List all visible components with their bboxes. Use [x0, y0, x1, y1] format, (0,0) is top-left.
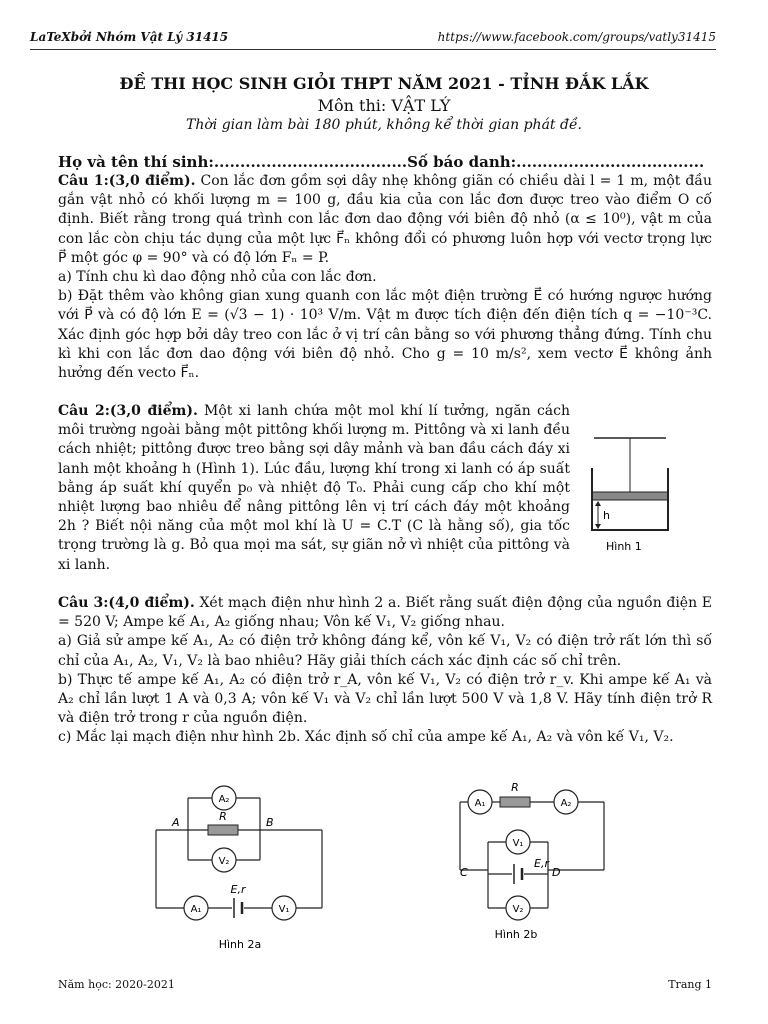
header-url[interactable]: https://www.facebook.com/groups/vatly31415 [437, 30, 716, 44]
resistor-r [500, 797, 530, 807]
node-d-label: D [552, 866, 561, 879]
q3-head: Câu 3:(4,0 điểm). [58, 595, 195, 611]
figure-2b-caption: Hình 2b [494, 928, 538, 941]
node-b-label: B [266, 816, 274, 829]
q2-head: Câu 2:(3,0 điểm). [58, 403, 198, 419]
a1-label: A₁ [190, 904, 202, 915]
q2-text: Một xi lanh chứa một mol khí lí tưởng, ngăn cách môi trường ngoài bằng một pittông khối lượng m. Pittông và xi lanh đều cách nhiệt; pittông được treo bằng sợi dây mảnh và ban đầu cách đáy xi lanh một khoảng h (Hình 1). Lúc đầu, lượng khí trong xi lanh có áp suất bằng áp suất khí quyển p₀ và nhiệt độ T₀. Phải cung cấp cho khí một nhiệt lượng bao nhiêu để nâng pittông lên vị trí cách đáy một khoảng 2h ? Biết nội năng của một mol khí là U = C.T (C là hằng số), gia tốc trọng trường là g. Bỏ qua mọi ma sát, sự giãn nở vì nhiệt của pittông và xi lanh. [58, 403, 571, 573]
q1-intro-text: Con lắc đơn gồm sợi dây nhẹ không giãn có chiều dài l = 1 m, một đầu gắn vật nhỏ có khối lượng m = 100 g, đầu kia của con lắc đơn được treo vào điểm O cố định. Biết rằng trong quá trình con lắc đơn dao động với biên độ nhỏ (α ≤ 10⁰), vật m của con lắc còn chịu tác dụng của một lực F⃗ₙ không đổi có phương luôn hợp với vectơ trọng lực P⃗ một góc φ = 90° và có độ lớn Fₙ = P. [58, 173, 712, 266]
figure-2a-caption: Hình 2a [218, 938, 262, 951]
v1-label: V₁ [512, 838, 524, 849]
h-label: h [603, 509, 610, 522]
figure-1-cylinder [584, 430, 694, 565]
node-c-label: C [460, 866, 468, 879]
q3-intro [58, 594, 712, 632]
exam-subject: Môn thi: VẬT LÝ [317, 96, 451, 115]
v2-label: V₂ [218, 856, 230, 867]
footer-school-year: Năm học: 2020-2021 [58, 978, 175, 991]
source-label: E,r [534, 857, 549, 870]
resistor-r [208, 825, 238, 835]
h-arrow-head-up [595, 501, 601, 506]
exam-time: Thời gian làm bài 180 phút, không kể thời gian phát đề. [185, 117, 583, 133]
q3-part-a: a) Giả sử ampe kế A₁, A₂ có điện trở không đáng kể, vôn kế V₁, V₂ có điện trở rất lớn thì số chỉ của A₁, A₂, V₁, V₂ là bao nhiêu? Hãy giải thích cách xác định các số chỉ trên. [58, 633, 712, 669]
a2-label: A₂ [218, 794, 230, 805]
figure-2b-circuit [438, 772, 618, 952]
header-rule [30, 49, 716, 50]
v2-label: V₂ [512, 904, 524, 915]
h-arrow-head-down [595, 524, 601, 529]
node-a-label: A [172, 816, 180, 829]
q1-part-a: a) Tính chu kì dao động nhỏ của con lắc đơn. [58, 269, 377, 286]
piston [592, 492, 668, 500]
q3-part-c: c) Mắc lại mạch điện như hình 2b. Xác định số chỉ của ampe kế A₁, A₂ và vôn kế V₁, V₂. [58, 729, 674, 746]
a1-label: A₁ [474, 798, 486, 809]
question-1 [58, 172, 712, 383]
q2-body [58, 402, 570, 575]
q3-part-b: b) Thực tế ampe kế A₁, A₂ có điện trở r_A, vôn kế V₁, V₂ có điện trở r_v. Khi ampe kế A₁ và A₂ chỉ lần lượt 1 A và 0,3 A; vôn kế V₁ và V₂ chỉ lần lượt 500 V và 1,8 V. Hãy tính điện trở R và điện trở trong r của nguồn điện. [58, 671, 712, 727]
question-2 [58, 402, 570, 575]
r-label: R [511, 781, 519, 794]
header-left: LaTeXbởi Nhóm Vật Lý 31415 [30, 30, 229, 44]
figure-1-caption: Hình 1 [606, 540, 642, 553]
figure-2a-circuit [150, 782, 340, 952]
r-label: R [219, 810, 227, 823]
a2-label: A₂ [560, 798, 572, 809]
exam-title: ĐỀ THI HỌC SINH GIỎI THPT NĂM 2021 - TỈNH ĐẮK LẮK [119, 74, 649, 93]
q3-intro-text: Xét mạch điện như hình 2 a. Biết rằng suất điện động của nguồn điện E = 520 V; Ampe kế A₁, A₂ giống nhau; Vôn kế V₁, V₂ giống nhau. [58, 595, 712, 631]
source-label: E,r [230, 883, 246, 896]
q1-intro [58, 172, 712, 268]
question-3 [58, 594, 712, 748]
v1-label: V₁ [278, 904, 290, 915]
footer-page-number: Trang 1 [668, 978, 712, 991]
student-info-line: Họ và tên thí sinh:.....................................Số báo danh:.................................... [58, 153, 705, 171]
q1-head: Câu 1:(3,0 điểm). [58, 173, 196, 189]
q1-part-b: b) Đặt thêm vào không gian xung quanh con lắc một điện trường E⃗ có hướng ngược hướng với P⃗ và có độ lớn E = (√3 − 1) · 10³ V/m. Vật m được tích điện đến điện tích q = −10⁻³C. Xác định góc hợp bởi dây treo con lắc ở vị trí cân bằng so với phương thẳng đứng. Tính chu kì khi con lắc đơn dao động với biên độ nhỏ. Cho g = 10 m/s², xem vectơ E⃗ không ảnh hưởng đến vecto F⃗ₙ. [58, 288, 712, 382]
